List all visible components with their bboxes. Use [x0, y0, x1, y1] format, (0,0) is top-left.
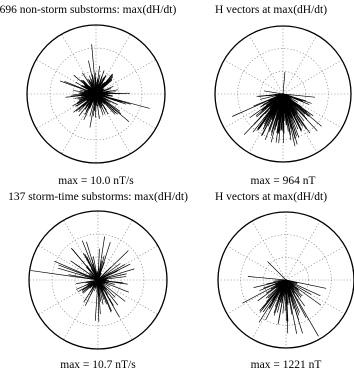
grid-spoke [227, 246, 286, 280]
panel-title: H vectors at max(dH/dt) [214, 191, 328, 203]
grid-spoke [286, 221, 320, 280]
panel-nonstorm-hvectors [215, 4, 351, 187]
panel-storm-hvectors [215, 191, 354, 371]
grid-spoke [249, 35, 283, 94]
panel-storm-dhdt [8, 191, 188, 371]
polar-plot [27, 25, 165, 163]
vector-set [232, 72, 321, 146]
panel-title: 137 storm-time substorms: max(dH/dt) [8, 191, 188, 203]
polar-plot [215, 26, 351, 162]
grid-spoke [286, 246, 345, 280]
polar-plot [218, 212, 354, 348]
grid-spoke [283, 60, 342, 94]
vector-set [243, 262, 326, 336]
grid-spoke [224, 60, 283, 94]
vector-set [31, 237, 134, 322]
panel-title: H vectors at max(dH/dt) [214, 4, 328, 16]
vector [31, 271, 98, 280]
panel-title: 696 non-storm substorms: max(dH/dt) [0, 4, 177, 16]
grid-spoke [283, 35, 317, 94]
vector [268, 262, 286, 280]
max-label: max = 10.0 nT/s [58, 175, 134, 187]
polar-plot [29, 211, 167, 349]
max-label: max = 1221 nT [250, 359, 322, 371]
vector-set [60, 45, 149, 128]
max-label: max = 964 nT [250, 175, 316, 187]
max-label: max = 10.7 nT/s [60, 359, 136, 371]
panel-nonstorm-dhdt [0, 4, 176, 187]
grid-spoke [252, 221, 286, 280]
vector [264, 91, 283, 94]
vector [248, 277, 286, 280]
grid-spoke [64, 280, 99, 340]
